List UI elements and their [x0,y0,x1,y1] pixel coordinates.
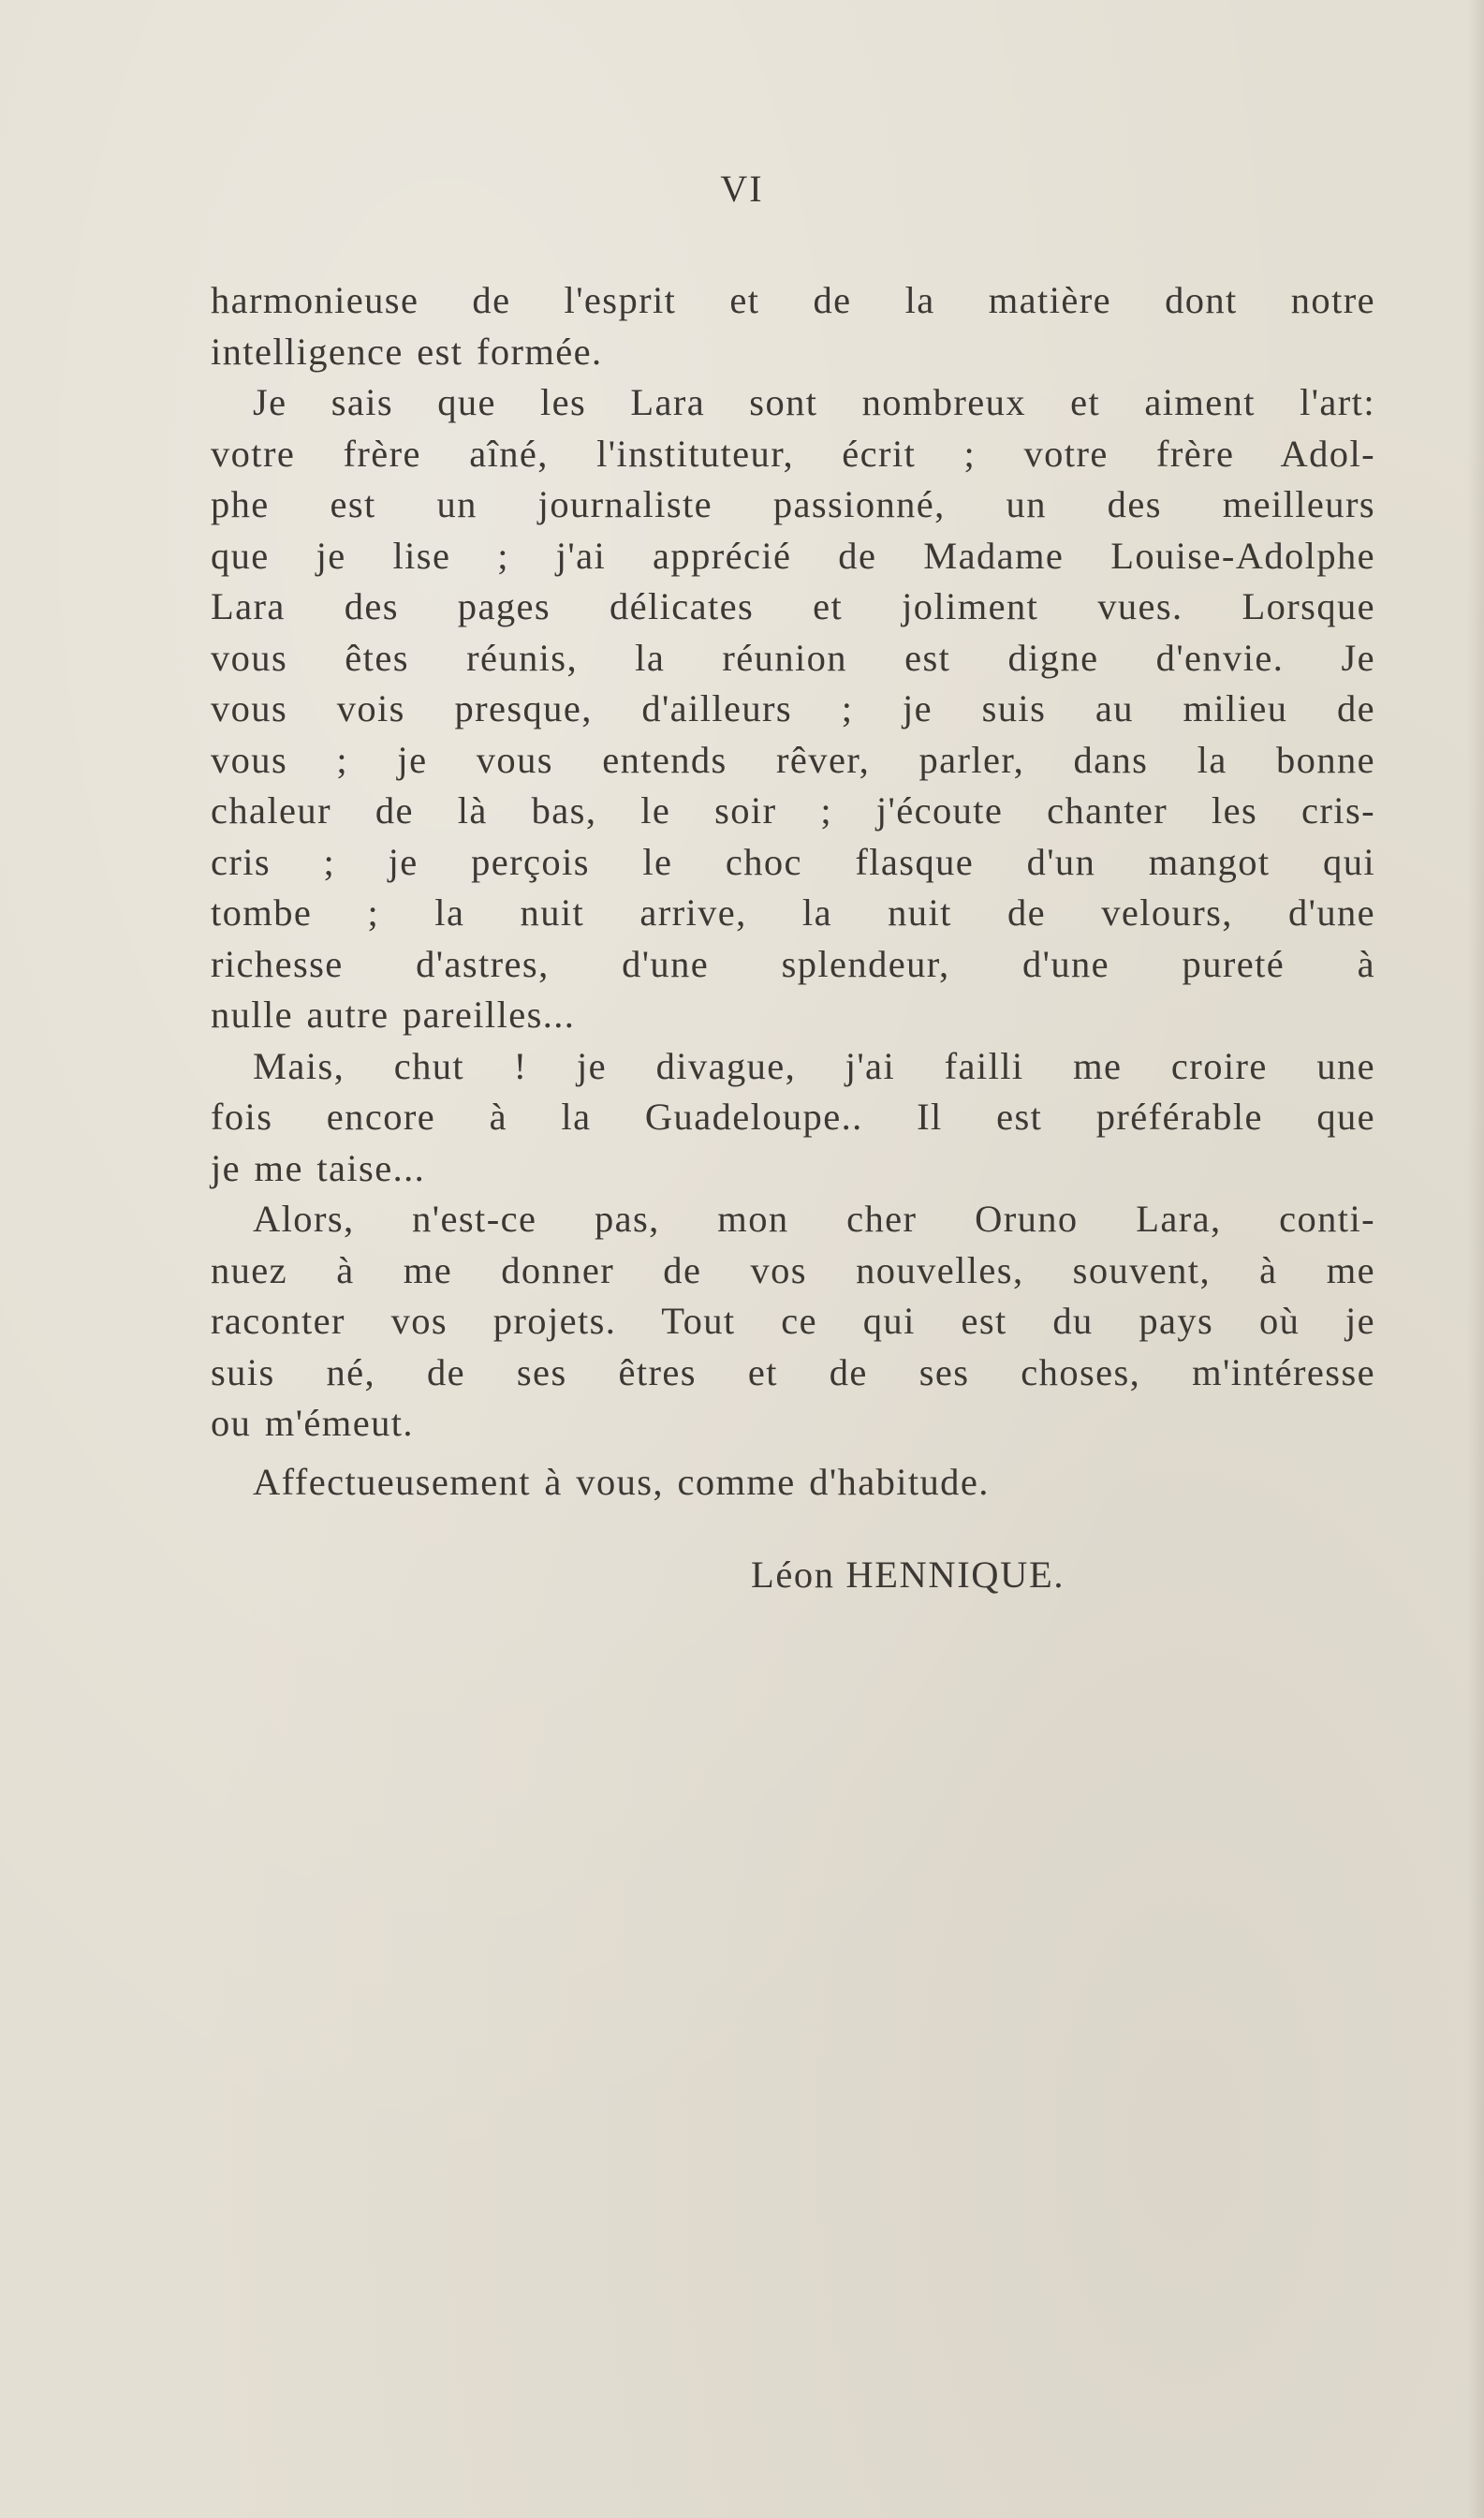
signature: Léon HENNIQUE. [751,1554,1065,1596]
text-line: cris ; je perçois le choc flasque d'un mangot qui [211,840,1375,883]
text-line: richesse d'astres, d'une splendeur, d'une pureté à [211,942,1375,985]
text-line: vous ; je vous entends rêver, parler, dans la bonne [211,738,1375,781]
text-line: ou m'émeut. [211,1402,414,1444]
text-line: raconter vos projets. Tout ce qui est du pays où je [211,1300,1375,1342]
text-line: je me taise... [211,1146,426,1189]
text-line: vous vois presque, d'ailleurs ; je suis au milieu de [211,687,1375,729]
text-line: Alors, n'est-ce pas, mon cher Oruno Lara, conti- [253,1198,1375,1240]
letter-body [211,275,1375,1508]
text-line: nuez à me donner de vos nouvelles, souvent, à me [211,1248,1375,1291]
text-line: vous êtes réunis, la réunion est digne d'envie. Je [211,636,1375,679]
text-line: phe est un journaliste passionné, un des meilleurs [211,483,1375,525]
text-line: Je sais que les Lara sont nombreux et aiment l'art: [253,381,1375,423]
text-line: que je lise ; j'ai apprécié de Madame Louise-Adolphe [211,534,1375,577]
text-line: Lara des pages délicates et joliment vues. Lorsque [211,585,1375,627]
text-line: Affectueusement à vous, comme d'habitude. [253,1460,990,1503]
page-edge-shadow [1467,0,1484,2518]
text-line: tombe ; la nuit arrive, la nuit de velours, d'une [211,891,1375,934]
text-line: harmonieuse de l'esprit et de la matière dont notre [211,279,1375,321]
paragraph-gap [211,1450,1375,1457]
text-line: Mais, chut ! je divague, j'ai failli me croire une [253,1044,1375,1087]
text-line: chaleur de là bas, le soir ; j'écoute chanter les cris- [211,789,1375,832]
text-line: fois encore à la Guadeloupe.. Il est préférable que [211,1096,1375,1138]
page-number: VI [720,168,764,210]
text-line: nulle autre pareilles... [211,994,576,1036]
text-line: votre frère aîné, l'instituteur, écrit ; votre frère Adol- [211,432,1375,475]
text-line: suis né, de ses êtres et de ses choses, m'intéresse [211,1350,1375,1393]
text-line: intelligence est formée. [211,330,603,373]
